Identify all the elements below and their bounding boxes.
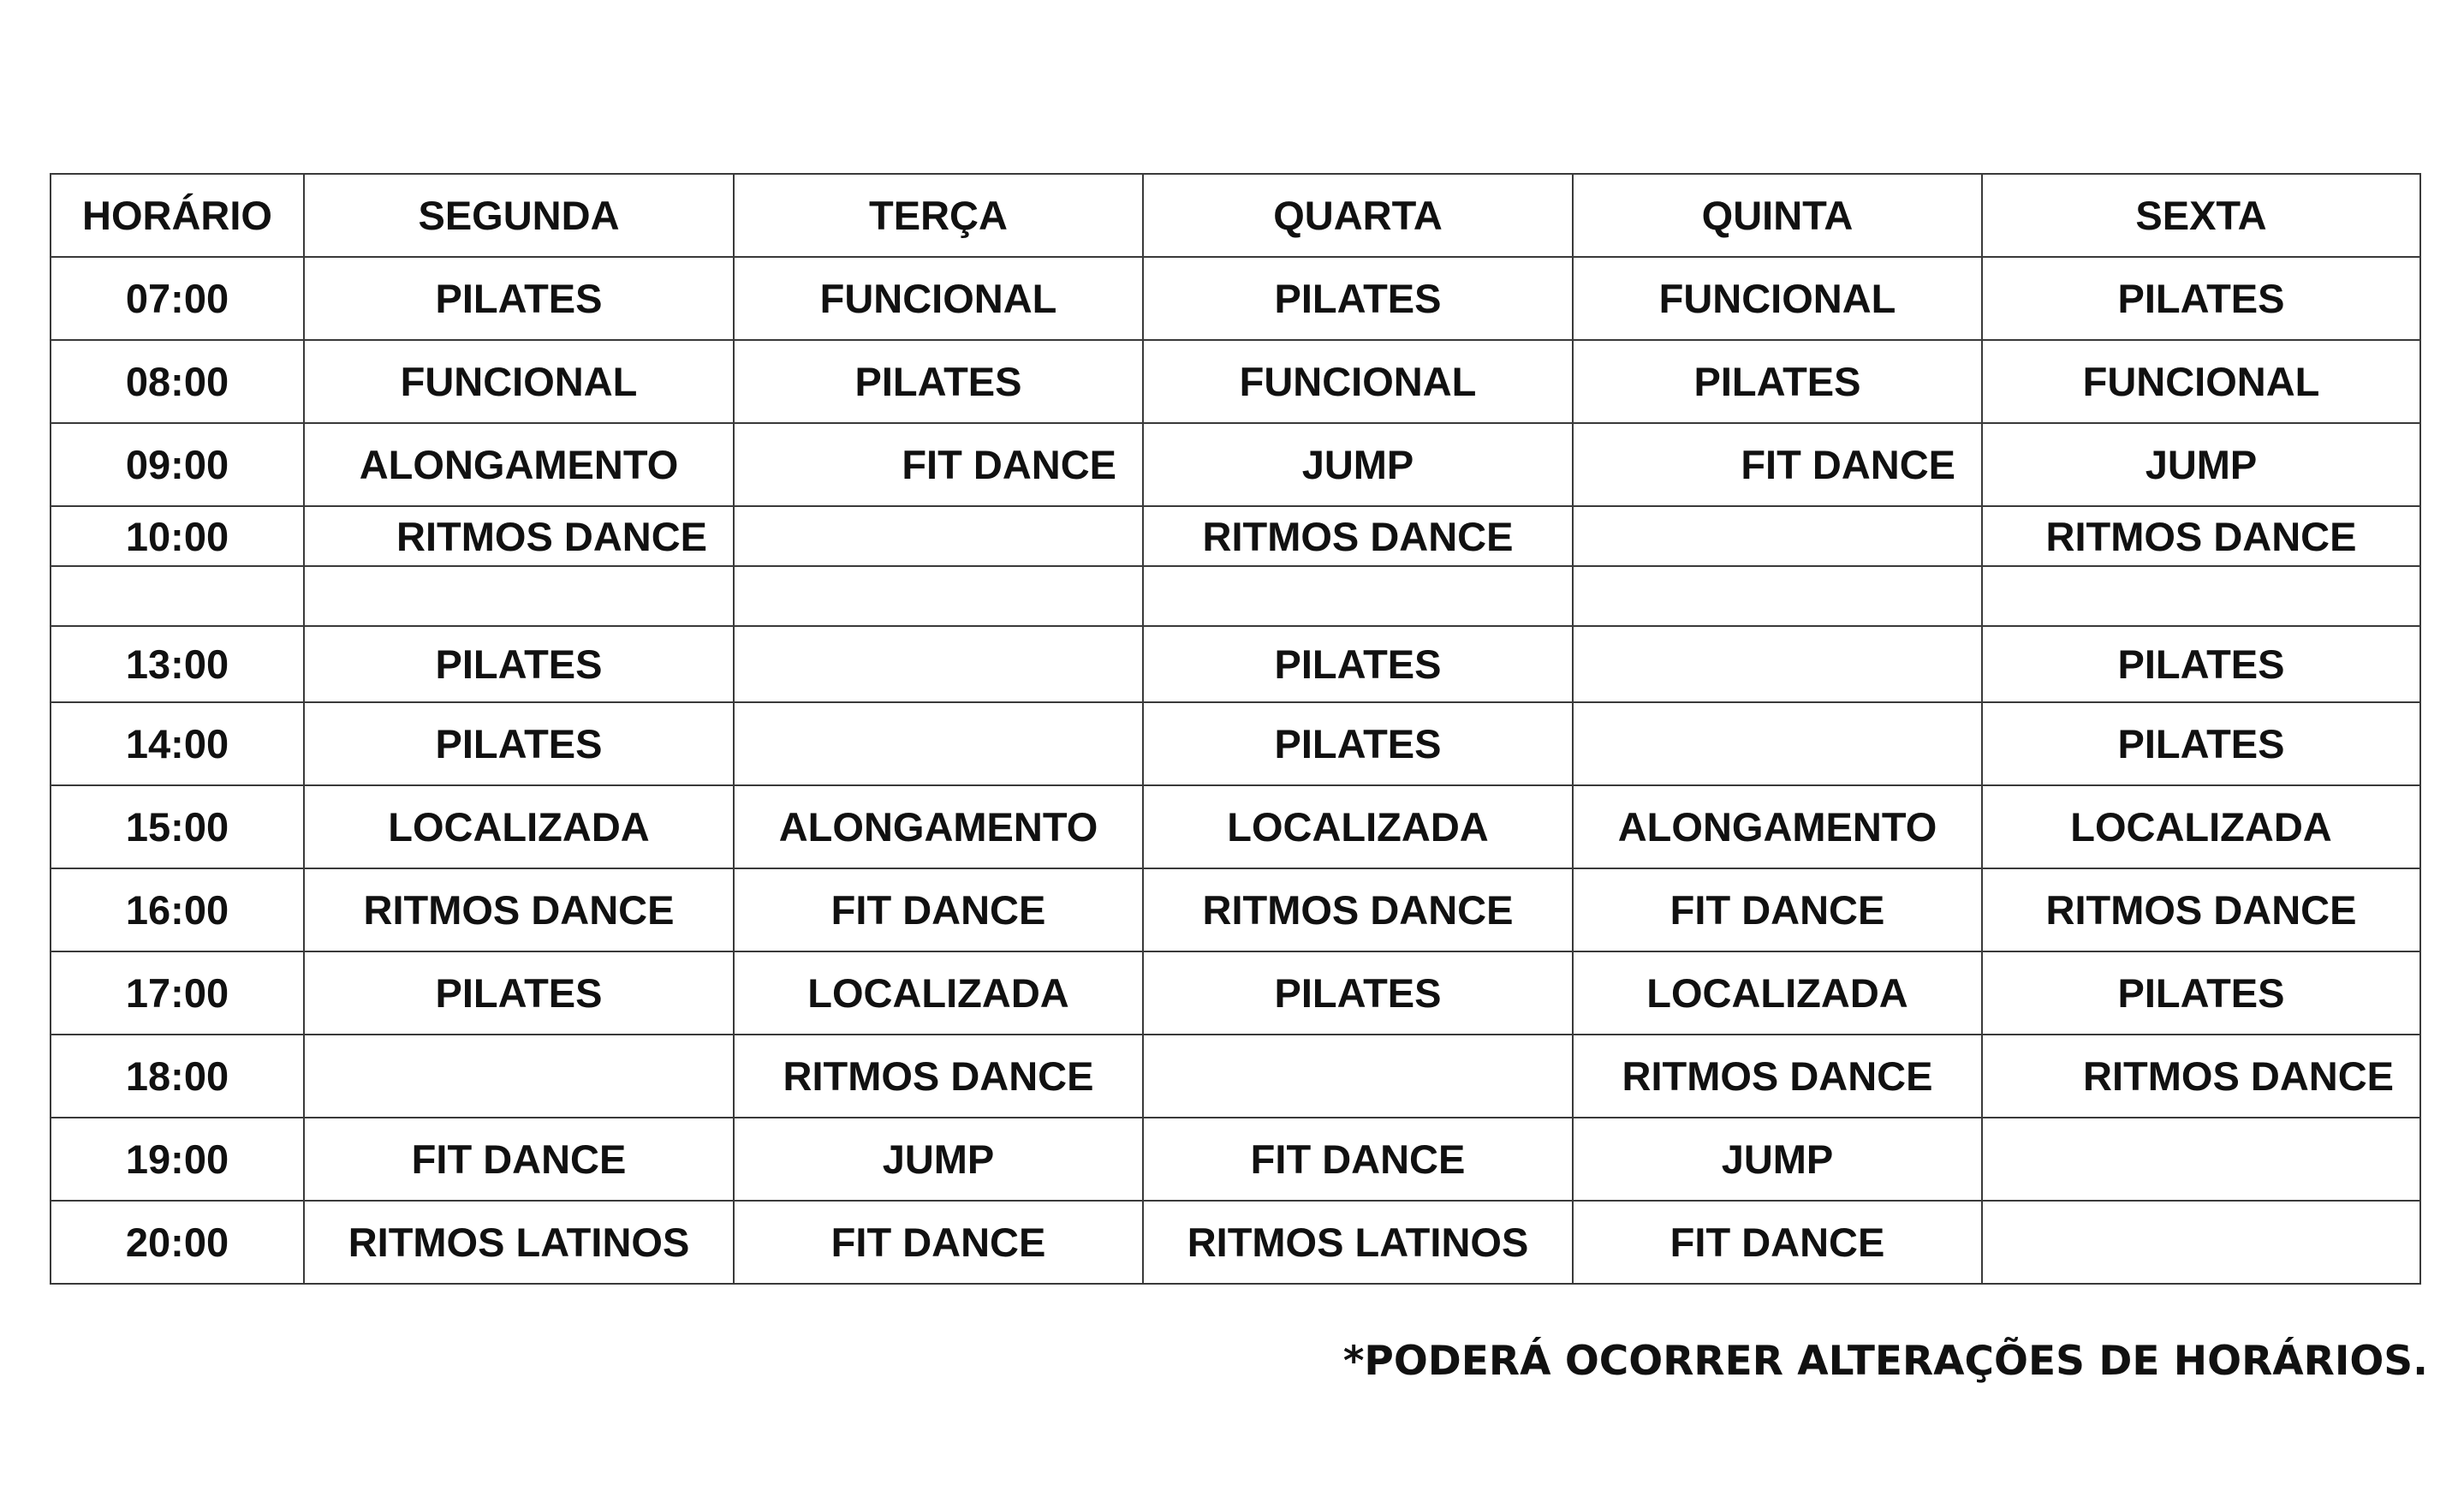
class-cell: RITMOS DANCE bbox=[1143, 506, 1573, 566]
table-row bbox=[51, 1118, 2420, 1201]
class-cell: FUNCIONAL bbox=[1573, 257, 1982, 340]
class-cell: PILATES bbox=[1982, 626, 2420, 702]
class-cell: JUMP bbox=[1573, 1118, 1982, 1201]
class-cell: FIT DANCE bbox=[304, 1118, 734, 1201]
table-row bbox=[51, 626, 2420, 702]
class-cell bbox=[304, 566, 734, 626]
table-row bbox=[51, 1035, 2420, 1118]
class-cell: RITMOS DANCE bbox=[1982, 868, 2420, 951]
class-cell bbox=[1573, 702, 1982, 785]
class-cell: LOCALIZADA bbox=[1143, 785, 1573, 868]
class-cell bbox=[1573, 626, 1982, 702]
class-cell: LOCALIZADA bbox=[1982, 785, 2420, 868]
class-cell: PILATES bbox=[1982, 257, 2420, 340]
class-cell: FIT DANCE bbox=[1573, 1201, 1982, 1284]
class-cell: PILATES bbox=[1143, 702, 1573, 785]
class-cell: PILATES bbox=[1982, 702, 2420, 785]
time-cell: 08:00 bbox=[51, 340, 304, 423]
class-cell bbox=[1982, 1201, 2420, 1284]
class-cell: ALONGAMENTO bbox=[734, 785, 1143, 868]
table-row bbox=[51, 257, 2420, 340]
class-cell: FIT DANCE bbox=[734, 868, 1143, 951]
class-cell bbox=[734, 566, 1143, 626]
table-row bbox=[51, 868, 2420, 951]
time-cell: 20:00 bbox=[51, 1201, 304, 1284]
class-cell: RITMOS LATINOS bbox=[1143, 1201, 1573, 1284]
class-cell: RITMOS DANCE bbox=[1982, 1035, 2420, 1118]
table-row bbox=[51, 340, 2420, 423]
header-horario: HORÁRIO bbox=[51, 174, 304, 257]
time-cell: 13:00 bbox=[51, 626, 304, 702]
header-terca: TERÇA bbox=[734, 174, 1143, 257]
time-cell bbox=[51, 566, 304, 626]
class-cell: RITMOS DANCE bbox=[1143, 868, 1573, 951]
class-cell: PILATES bbox=[1982, 951, 2420, 1035]
header-segunda: SEGUNDA bbox=[304, 174, 734, 257]
time-cell: 10:00 bbox=[51, 506, 304, 566]
class-cell: RITMOS DANCE bbox=[734, 1035, 1143, 1118]
header-quinta: QUINTA bbox=[1573, 174, 1982, 257]
class-cell bbox=[1573, 506, 1982, 566]
time-cell: 18:00 bbox=[51, 1035, 304, 1118]
class-cell bbox=[734, 626, 1143, 702]
class-cell: PILATES bbox=[734, 340, 1143, 423]
time-cell: 14:00 bbox=[51, 702, 304, 785]
class-cell: PILATES bbox=[1143, 257, 1573, 340]
class-cell: RITMOS DANCE bbox=[1573, 1035, 1982, 1118]
schedule-change-notice: *PODERÁ OCORRER ALTERAÇÕES DE HORÁRIOS. bbox=[1342, 1338, 2428, 1385]
class-cell bbox=[304, 1035, 734, 1118]
class-cell: PILATES bbox=[1573, 340, 1982, 423]
time-cell: 07:00 bbox=[51, 257, 304, 340]
class-cell bbox=[1982, 1118, 2420, 1201]
class-cell bbox=[1143, 1035, 1573, 1118]
class-cell bbox=[734, 702, 1143, 785]
class-cell: FIT DANCE bbox=[734, 423, 1143, 506]
class-cell: FUNCIONAL bbox=[1982, 340, 2420, 423]
time-cell: 16:00 bbox=[51, 868, 304, 951]
class-cell: LOCALIZADA bbox=[734, 951, 1143, 1035]
class-cell bbox=[734, 506, 1143, 566]
class-cell: PILATES bbox=[304, 626, 734, 702]
class-cell: FIT DANCE bbox=[1143, 1118, 1573, 1201]
table-row bbox=[51, 506, 2420, 566]
class-cell: JUMP bbox=[1982, 423, 2420, 506]
class-cell: FIT DANCE bbox=[734, 1201, 1143, 1284]
class-cell: RITMOS LATINOS bbox=[304, 1201, 734, 1284]
class-cell: ALONGAMENTO bbox=[1573, 785, 1982, 868]
class-cell: FUNCIONAL bbox=[734, 257, 1143, 340]
class-cell: PILATES bbox=[304, 702, 734, 785]
class-cell: JUMP bbox=[734, 1118, 1143, 1201]
class-cell: FUNCIONAL bbox=[1143, 340, 1573, 423]
table-row bbox=[51, 1201, 2420, 1284]
class-cell: ALONGAMENTO bbox=[304, 423, 734, 506]
table-row bbox=[51, 785, 2420, 868]
table-row bbox=[51, 702, 2420, 785]
class-cell: FIT DANCE bbox=[1573, 868, 1982, 951]
time-cell: 15:00 bbox=[51, 785, 304, 868]
class-cell: FUNCIONAL bbox=[304, 340, 734, 423]
class-cell: PILATES bbox=[304, 951, 734, 1035]
header-row bbox=[51, 174, 2420, 257]
time-cell: 17:00 bbox=[51, 951, 304, 1035]
schedule-table bbox=[50, 173, 2421, 1285]
class-cell: PILATES bbox=[1143, 951, 1573, 1035]
class-cell: RITMOS DANCE bbox=[304, 506, 734, 566]
class-cell bbox=[1982, 566, 2420, 626]
table-row bbox=[51, 951, 2420, 1035]
class-cell: FIT DANCE bbox=[1573, 423, 1982, 506]
table-row bbox=[51, 423, 2420, 506]
time-cell: 09:00 bbox=[51, 423, 304, 506]
class-cell: JUMP bbox=[1143, 423, 1573, 506]
table-row-break bbox=[51, 566, 2420, 626]
class-cell: RITMOS DANCE bbox=[304, 868, 734, 951]
class-cell: PILATES bbox=[304, 257, 734, 340]
header-quarta: QUARTA bbox=[1143, 174, 1573, 257]
time-cell: 19:00 bbox=[51, 1118, 304, 1201]
class-cell: LOCALIZADA bbox=[1573, 951, 1982, 1035]
class-cell: PILATES bbox=[1143, 626, 1573, 702]
header-sexta: SEXTA bbox=[1982, 174, 2420, 257]
class-cell: LOCALIZADA bbox=[304, 785, 734, 868]
class-cell: RITMOS DANCE bbox=[1982, 506, 2420, 566]
class-cell bbox=[1143, 566, 1573, 626]
class-cell bbox=[1573, 566, 1982, 626]
